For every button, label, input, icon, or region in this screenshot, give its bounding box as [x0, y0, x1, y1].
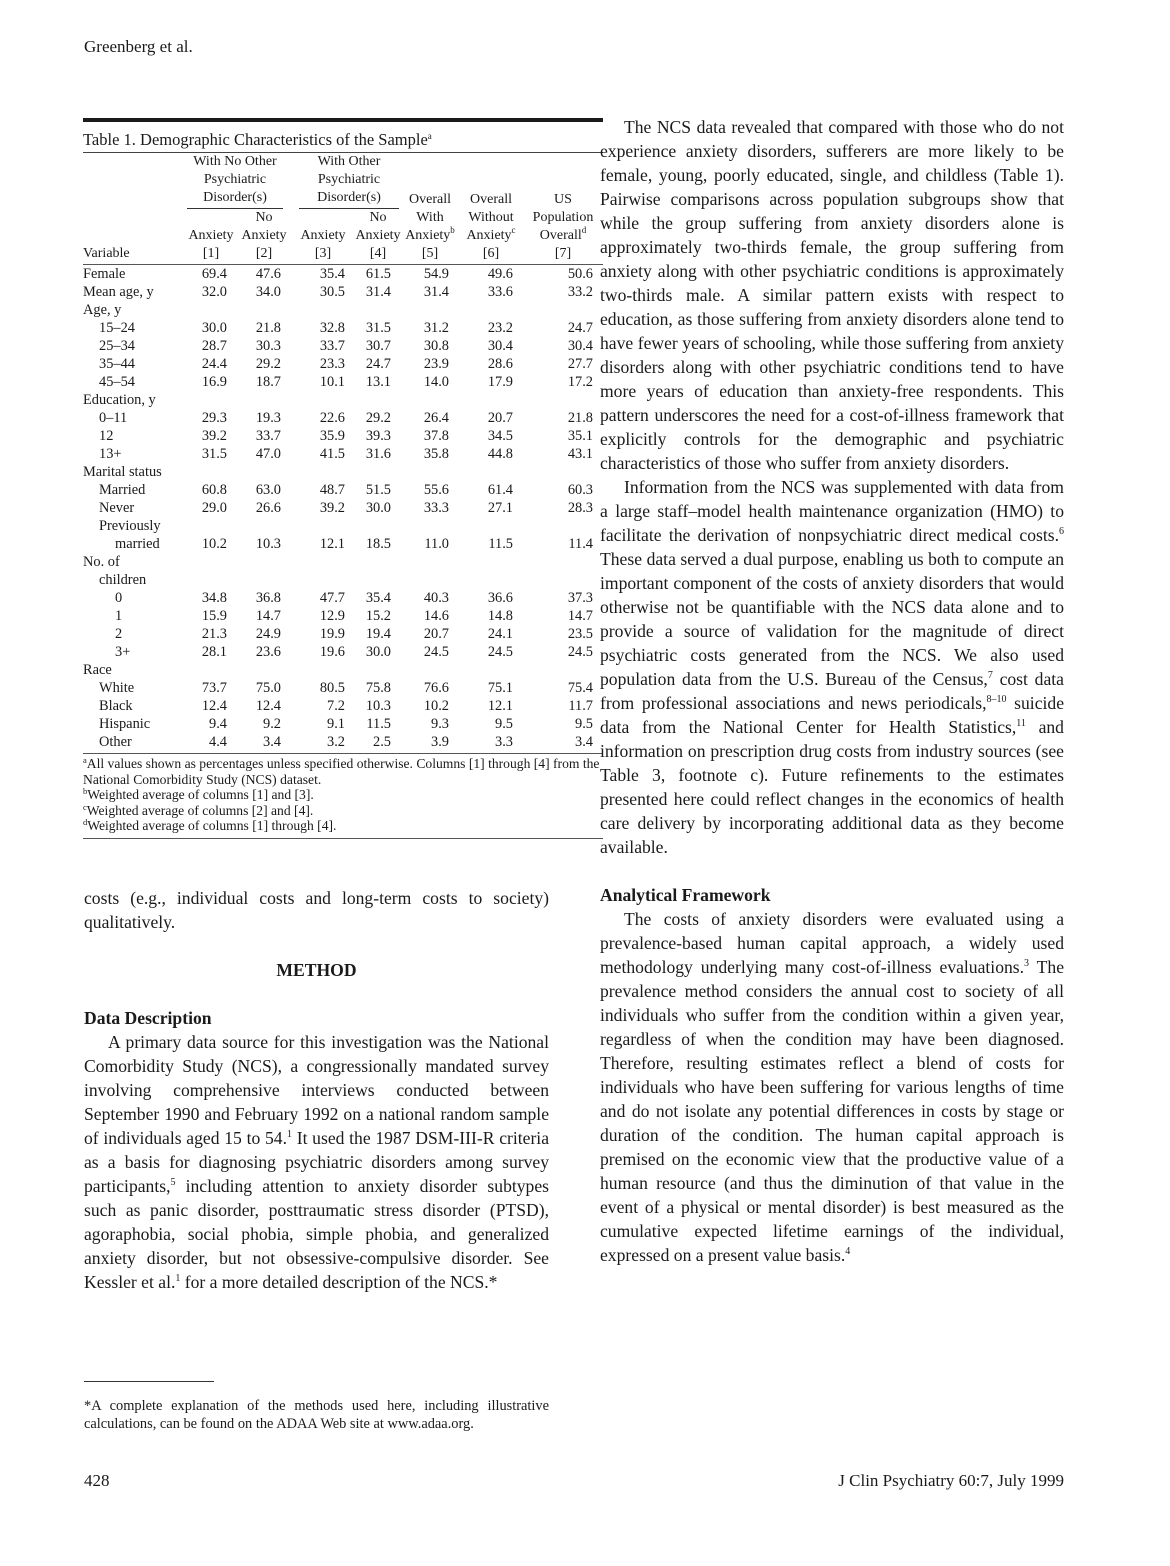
row-label: 3+: [115, 644, 131, 660]
cell-col3: 47.7: [319, 590, 345, 606]
cell-col3: [291, 463, 355, 481]
row-label: Mean age, y: [83, 284, 154, 300]
col6-label: Anxiety$^c$: [466, 225, 516, 243]
col4-label: Anxiety: [355, 228, 401, 243]
row-label: 15–24: [99, 320, 135, 336]
col5-top: Overall: [409, 192, 451, 207]
table-footnotes: [83, 753, 603, 839]
cell-col5: 14.6: [423, 608, 449, 624]
cell-col5: 9.3: [431, 716, 449, 732]
cell-col6: [459, 661, 523, 679]
cell-col1: 16.9: [201, 374, 227, 390]
cell-col4: 51.5: [365, 482, 391, 498]
row-label: 12: [99, 428, 114, 444]
row-label: married: [115, 536, 160, 552]
cell-col6: 44.8: [487, 446, 513, 462]
cell-col2: 33.7: [255, 428, 281, 444]
cell-col6: 24.1: [487, 626, 513, 642]
cell-col6: [459, 553, 523, 571]
cell-col6: 30.4: [487, 338, 513, 354]
cell-col1: [185, 661, 237, 679]
table-title: [83, 122, 603, 153]
col2-label: Anxiety: [241, 228, 287, 243]
cell-col2: 9.2: [263, 716, 281, 732]
table-title-sup: a: [427, 131, 432, 141]
cell-col1: 29.3: [201, 410, 227, 426]
cell-col2: 75.0: [255, 680, 281, 696]
cell-col4: [355, 571, 401, 589]
table-row: [83, 355, 603, 373]
cell-col1: 12.4: [201, 698, 227, 714]
group-header-with-other: With Other Psychiatric Disorder(s): [291, 153, 401, 209]
cell-col7: 43.1: [567, 446, 593, 462]
cell-col1: 10.2: [201, 536, 227, 552]
cell-col7: 23.5: [567, 626, 593, 642]
col2-pre: No: [255, 210, 273, 225]
page-number: 428: [84, 1471, 110, 1490]
cell-col2: 26.6: [255, 500, 281, 516]
cell-col3: 35.9: [319, 428, 345, 444]
cell-col5: 54.9: [423, 266, 449, 282]
cell-col6: 23.2: [487, 320, 513, 336]
cell-col3: 12.1: [319, 536, 345, 552]
table-row: [83, 463, 603, 481]
cell-col5: 37.8: [423, 428, 449, 444]
cell-col4: [355, 517, 401, 535]
cell-col4: 29.2: [365, 410, 391, 426]
footnote-rule: [84, 1381, 214, 1382]
cell-col1: [185, 553, 237, 571]
table-row: [83, 535, 603, 553]
cell-col3: [291, 301, 355, 319]
cell-col3: [291, 661, 355, 679]
table-row: [83, 589, 603, 607]
cell-col5: 31.2: [423, 320, 449, 336]
cell-col7: 14.7: [567, 608, 593, 624]
cell-col1: 31.5: [201, 446, 227, 462]
table-row: [83, 409, 603, 427]
cell-col7: 50.6: [567, 266, 593, 282]
group-header-no-other: With No Other Psychiatric Disorder(s): [185, 153, 291, 209]
cell-col6: 36.6: [487, 590, 513, 606]
journal-citation: J Clin Psychiatry 60:7, July 1999: [838, 1471, 1064, 1490]
table-row: [83, 517, 603, 535]
cell-col5: [401, 517, 459, 535]
cell-col3: 32.8: [319, 320, 345, 336]
row-label: 35–44: [99, 356, 135, 372]
cell-col3: [291, 391, 355, 409]
cell-col5: 40.3: [423, 590, 449, 606]
table-body: [83, 265, 603, 752]
cell-col2: [237, 463, 291, 481]
cell-col6: 61.4: [487, 482, 513, 498]
cell-col5: [401, 571, 459, 589]
paragraph-data-sources: Information from the NCS was supplemented with data from a large staff–model health maintenance organization (HMO) to facilitate the derivation of nonpsychiatric direct medical costs.$^6$ These data served a dual purpose, enabling us both to compute an important component of the costs of anxiety disorders that would otherwise not be quantifiable with the NCS data alone and to provide a source of validation for the magnitude of direct psychiatric costs generated from the NCS. We also used population data from the U.S. Bureau of the Census,$^7$ cost data from professional associations and news periodicals,$^{8-10}$ suicide data from the National Center for Health Statistics,$^{11}$ and information on prescription drug costs from industry sources (see Table 3, footnote c). Future refinements to the estimates presented here could reflect changes in the economics of health care delivery by incorporating additional data as they become available.: [600, 477, 1064, 857]
cell-col5: 30.8: [423, 338, 449, 354]
cell-col6: [459, 463, 523, 481]
cell-col6: 11.5: [488, 536, 513, 552]
continuation-paragraph: costs (e.g., individual costs and long-term costs to society) qualitatively.: [84, 888, 549, 932]
row-label: children: [99, 572, 147, 588]
cell-col7: 30.4: [567, 338, 593, 354]
cell-col7: [523, 517, 603, 535]
cell-col7: [523, 661, 603, 679]
cell-col4: [355, 463, 401, 481]
cell-col6: 14.8: [487, 608, 513, 624]
table-row: [83, 391, 603, 409]
cell-col7: 3.4: [575, 734, 593, 750]
cell-col7: 33.2: [567, 284, 593, 300]
cell-col3: 30.5: [319, 284, 345, 300]
cell-col2: [237, 553, 291, 571]
cell-col2: [237, 391, 291, 409]
cell-col2: 3.4: [263, 734, 281, 750]
cell-col4: 24.7: [365, 356, 391, 372]
cell-col2: [237, 661, 291, 679]
table-row: [83, 697, 603, 715]
table-row: [83, 265, 603, 284]
cell-col3: 22.6: [319, 410, 345, 426]
cell-col7: 24.7: [567, 320, 593, 336]
cell-col2: 36.8: [255, 590, 281, 606]
row-label: Education, y: [83, 392, 156, 408]
row-label: Age, y: [83, 302, 122, 318]
cell-col3: [291, 553, 355, 571]
table-row: [83, 607, 603, 625]
row-label: Black: [99, 698, 133, 714]
cell-col6: [459, 301, 523, 319]
cell-col2: [237, 301, 291, 319]
cell-col1: 4.4: [209, 734, 227, 750]
cell-col1: [185, 301, 237, 319]
cell-col2: 12.4: [255, 698, 281, 714]
col5-pre: With: [416, 210, 444, 225]
cell-col6: 49.6: [487, 266, 513, 282]
cell-col4: [355, 391, 401, 409]
cell-col2: 18.7: [255, 374, 281, 390]
cell-col4: 39.3: [365, 428, 391, 444]
cell-col7: 17.2: [567, 374, 593, 390]
cell-col6: [459, 391, 523, 409]
table-footnote: $^a$All values shown as percentages unless specified otherwise. Columns [1] through [4] from the National Comorbidity Study (NCS) dataset.: [83, 755, 600, 787]
cell-col6: 75.1: [487, 680, 513, 696]
cell-col5: 23.9: [423, 356, 449, 372]
cell-col5: [401, 391, 459, 409]
cell-col4: 61.5: [365, 266, 391, 282]
demographics-table: [83, 153, 603, 751]
row-label: 25–34: [99, 338, 135, 354]
cell-col4: [355, 301, 401, 319]
col2-num: [2]: [237, 245, 291, 265]
cell-col2: 63.0: [255, 482, 281, 498]
cell-col5: [401, 301, 459, 319]
cell-col7: [523, 301, 603, 319]
cell-col6: 33.6: [487, 284, 513, 300]
page-footnote: *A complete explanation of the methods used here, including illustrative calculations, can be found on the ADAA Web site at www.adaa.org.: [84, 1398, 549, 1432]
cell-col4: 10.3: [365, 698, 391, 714]
cell-col7: 37.3: [567, 590, 593, 606]
cell-col5: 76.6: [423, 680, 449, 696]
cell-col3: 39.2: [319, 500, 345, 516]
cell-col4: 31.5: [365, 320, 391, 336]
cell-col3: 9.1: [327, 716, 345, 732]
cell-col1: 15.9: [201, 608, 227, 624]
left-column-text: [84, 886, 549, 1294]
row-label: Previously: [99, 518, 161, 534]
cell-col6: 3.3: [495, 734, 513, 750]
cell-col3: 33.7: [319, 338, 345, 354]
cell-col3: 10.1: [319, 374, 345, 390]
cell-col6: 24.5: [487, 644, 513, 660]
cell-col7: 9.5: [575, 716, 593, 732]
cell-col4: 75.8: [365, 680, 391, 696]
cell-col1: [185, 517, 237, 535]
cell-col3: [291, 571, 355, 589]
table-footnote: $^b$Weighted average of columns [1] and [3].: [83, 786, 314, 803]
row-label: 0: [115, 590, 123, 606]
cell-col2: [237, 571, 291, 589]
subheading-data-description: Data Description: [84, 1008, 212, 1028]
cell-col6: 27.1: [487, 500, 513, 516]
cell-col3: 23.3: [319, 356, 345, 372]
cell-col5: 3.9: [431, 734, 449, 750]
cell-col5: [401, 463, 459, 481]
cell-col6: 28.6: [487, 356, 513, 372]
cell-col1: 60.8: [201, 482, 227, 498]
cell-col4: 18.5: [365, 536, 391, 552]
cell-col5: 55.6: [423, 482, 449, 498]
right-column-text: [600, 115, 1064, 1267]
col5-num: [5]: [401, 245, 459, 265]
table-row: [83, 481, 603, 499]
cell-col5: 10.2: [423, 698, 449, 714]
table-1: [83, 118, 603, 839]
col3-label: Anxiety: [300, 228, 346, 243]
section-heading-method: METHOD: [276, 960, 357, 980]
cell-col5: 24.5: [423, 644, 449, 660]
cell-col5: 14.0: [423, 374, 449, 390]
row-label: Marital status: [83, 464, 162, 480]
cell-col1: 9.4: [209, 716, 227, 732]
variable-header: Variable: [83, 245, 185, 265]
row-label: Married: [99, 482, 146, 498]
cell-col1: 32.0: [201, 284, 227, 300]
subheading-analytical-framework: Analytical Framework: [600, 885, 771, 905]
cell-col4: 30.0: [365, 500, 391, 516]
table-row: [83, 715, 603, 733]
data-description-paragraph: A primary data source for this investigation was the National Comorbidity Study (NCS), a congressionally mandated survey involving comprehensive interviews conducted between September 1990 and February 1992 on a national random sample of individuals aged 15 to 54.$^1$ It used the 1987 DSM-III-R criteria as a basis for diagnosing psychiatric disorders among survey participants,$^5$ including attention to anxiety disorder subtypes such as panic disorder, posttraumatic stress disorder (PTSD), agoraphobia, social phobia, simple phobia, and generalized anxiety disorder, but not obsessive-compulsive disorder. See Kessler et al.$^1$ for a more detailed description of the NCS.*: [84, 1032, 550, 1292]
cell-col6: [459, 571, 523, 589]
cell-col4: 11.5: [366, 716, 391, 732]
cell-col6: 12.1: [487, 698, 513, 714]
col7-pre: Population: [532, 210, 594, 225]
col5-label: Anxiety$^b$: [405, 225, 455, 243]
cell-col2: 47.6: [255, 266, 281, 282]
cell-col4: 30.0: [365, 644, 391, 660]
cell-col5: 33.3: [423, 500, 449, 516]
running-head: Greenberg et al.: [84, 37, 193, 56]
cell-col5: [401, 553, 459, 571]
col7-num: [7]: [523, 245, 603, 265]
table-footnote: $^d$Weighted average of columns [1] through [4].: [83, 817, 337, 834]
cell-col4: 31.4: [365, 284, 391, 300]
cell-col1: [185, 571, 237, 589]
cell-col6: 9.5: [495, 716, 513, 732]
paragraph-analytical-framework: The costs of anxiety disorders were evaluated using a prevalence-based human capital approach, a widely used methodology underlying many cost-of-illness evaluations.$^3$ The prevalence method considers the annual cost to society of all individuals who suffer from the condition within a given year, regardless of when the condition may have been diagnosed. Therefore, resulting estimates reflect a blend of costs for individuals who have been suffering for various lengths of time and do not isolate any potential differences in costs by stage or duration of the condition. The human capital approach is premised on the economic view that the productive value of a human resource (and thus the diminution of that value in the event of a physical or mental disorder) is best measured as the cumulative expected lifetime earnings of the individual, expressed on a present value basis.$^4$: [600, 909, 1064, 1265]
table-row: [83, 301, 603, 319]
cell-col4: [355, 553, 401, 571]
cell-col7: 75.4: [567, 680, 593, 696]
cell-col7: 28.3: [567, 500, 593, 516]
row-label: 1: [115, 608, 123, 624]
cell-col4: 30.7: [365, 338, 391, 354]
row-label: Other: [99, 734, 132, 750]
cell-col3: 35.4: [319, 266, 345, 282]
row-label: No. of: [83, 554, 120, 570]
cell-col3: 3.2: [327, 734, 345, 750]
cell-col1: 28.7: [201, 338, 227, 354]
cell-col6: 34.5: [487, 428, 513, 444]
row-label: 0–11: [99, 410, 128, 426]
cell-col5: 20.7: [423, 626, 449, 642]
col7-label: Overall$^d$: [539, 225, 587, 243]
cell-col3: 12.9: [319, 608, 345, 624]
table-row: [83, 661, 603, 679]
cell-col1: 73.7: [201, 680, 227, 696]
table-row: [83, 283, 603, 301]
cell-col7: 27.7: [567, 356, 593, 372]
cell-col2: 14.7: [255, 608, 281, 624]
table-row: [83, 679, 603, 697]
col1-label: Anxiety: [188, 228, 234, 243]
table-row: [83, 373, 603, 391]
cell-col6: [459, 517, 523, 535]
cell-col1: 21.3: [201, 626, 227, 642]
cell-col2: 30.3: [255, 338, 281, 354]
cell-col1: 69.4: [201, 266, 227, 282]
row-label: Never: [99, 500, 135, 516]
col4-pre: No: [369, 210, 387, 225]
cell-col4: [355, 661, 401, 679]
row-label: White: [99, 680, 135, 696]
cell-col4: 31.6: [365, 446, 391, 462]
cell-col2: 24.9: [255, 626, 281, 642]
cell-col1: 24.4: [201, 356, 227, 372]
cell-col3: 19.9: [319, 626, 345, 642]
cell-col7: 11.4: [568, 536, 593, 552]
table-row: [83, 643, 603, 661]
cell-col2: 34.0: [255, 284, 281, 300]
row-label: Hispanic: [99, 716, 151, 732]
cell-col3: 41.5: [319, 446, 345, 462]
col3-pre: [291, 209, 355, 227]
cell-col1: 30.0: [201, 320, 227, 336]
col1-num: [1]: [185, 245, 237, 265]
cell-col7: [523, 463, 603, 481]
cell-col1: 39.2: [201, 428, 227, 444]
cell-col1: 28.1: [201, 644, 227, 660]
row-label: 45–54: [99, 374, 135, 390]
cell-col4: 15.2: [365, 608, 391, 624]
cell-col2: 23.6: [255, 644, 281, 660]
cell-col2: 29.2: [255, 356, 281, 372]
cell-col5: 35.8: [423, 446, 449, 462]
cell-col2: 21.8: [255, 320, 281, 336]
cell-col2: 10.3: [255, 536, 281, 552]
table-row: [83, 337, 603, 355]
row-label: Female: [83, 266, 126, 282]
cell-col7: [523, 571, 603, 589]
cell-col2: 19.3: [255, 410, 281, 426]
cell-col2: 47.0: [255, 446, 281, 462]
table-row: [83, 571, 603, 589]
cell-col1: [185, 391, 237, 409]
col7-top: US: [554, 192, 572, 207]
cell-col6: 17.9: [487, 374, 513, 390]
row-label: 13+: [99, 446, 122, 462]
cell-col3: 80.5: [319, 680, 345, 696]
cell-col1: [185, 463, 237, 481]
table-row: [83, 445, 603, 463]
col1-pre: [185, 209, 237, 227]
table-row: [83, 553, 603, 571]
table-row: [83, 319, 603, 337]
cell-col5: 26.4: [423, 410, 449, 426]
table-row: [83, 499, 603, 517]
paragraph-ncs-findings: The NCS data revealed that compared with those who do not experience anxiety disorders, sufferers are more likely to be female, young, poorly educated, single, and childless (Table 1). Pairwise comparisons across population subgroups show that while the group suffering from anxiety disorders alone is approximately two-thirds female, the group suffering from anxiety along with other psychiatric conditions is approximately two-thirds male. A similar pattern exists with respect to education, as those suffering from anxiety disorders alone tend to have fewer years of schooling, while those suffering from anxiety disorders along with other psychiatric conditions tend to have more years of education than anxiety-free respondents. This pattern underscores the need for a cost-of-illness framework that explicitly controls for the demographic and psychiatric characteristics of those who suffer from anxiety disorders.: [600, 117, 1064, 473]
cell-col3: 19.6: [319, 644, 345, 660]
cell-col7: [523, 553, 603, 571]
cell-col4: 2.5: [373, 734, 391, 750]
table-footnote: $^c$Weighted average of columns [2] and [4].: [83, 801, 314, 818]
table-row: [83, 733, 603, 751]
cell-col7: 35.1: [567, 428, 593, 444]
cell-col6: 20.7: [487, 410, 513, 426]
row-label: Race: [83, 662, 112, 678]
cell-col7: 11.7: [568, 698, 593, 714]
col6-top: Overall: [470, 192, 512, 207]
col3-num: [3]: [291, 245, 355, 265]
cell-col7: [523, 391, 603, 409]
cell-col7: 24.5: [567, 644, 593, 660]
col6-pre: Without: [468, 210, 514, 225]
cell-col5: 31.4: [423, 284, 449, 300]
cell-col3: 48.7: [319, 482, 345, 498]
cell-col4: 19.4: [365, 626, 391, 642]
row-label: 2: [115, 626, 123, 642]
cell-col4: 13.1: [365, 374, 391, 390]
cell-col1: 29.0: [201, 500, 227, 516]
cell-col5: 11.0: [424, 536, 449, 552]
cell-col1: 34.8: [201, 590, 227, 606]
col4-num: [4]: [355, 245, 401, 265]
table-row: [83, 625, 603, 643]
cell-col2: [237, 517, 291, 535]
cell-col7: 60.3: [567, 482, 593, 498]
cell-col5: [401, 661, 459, 679]
cell-col3: 7.2: [327, 698, 345, 714]
table-title-text: Table 1. Demographic Characteristics of the Sample: [83, 130, 428, 149]
col6-num: [6]: [459, 245, 523, 265]
table-row: [83, 427, 603, 445]
cell-col7: 21.8: [567, 410, 593, 426]
cell-col4: 35.4: [365, 590, 391, 606]
cell-col3: [291, 517, 355, 535]
